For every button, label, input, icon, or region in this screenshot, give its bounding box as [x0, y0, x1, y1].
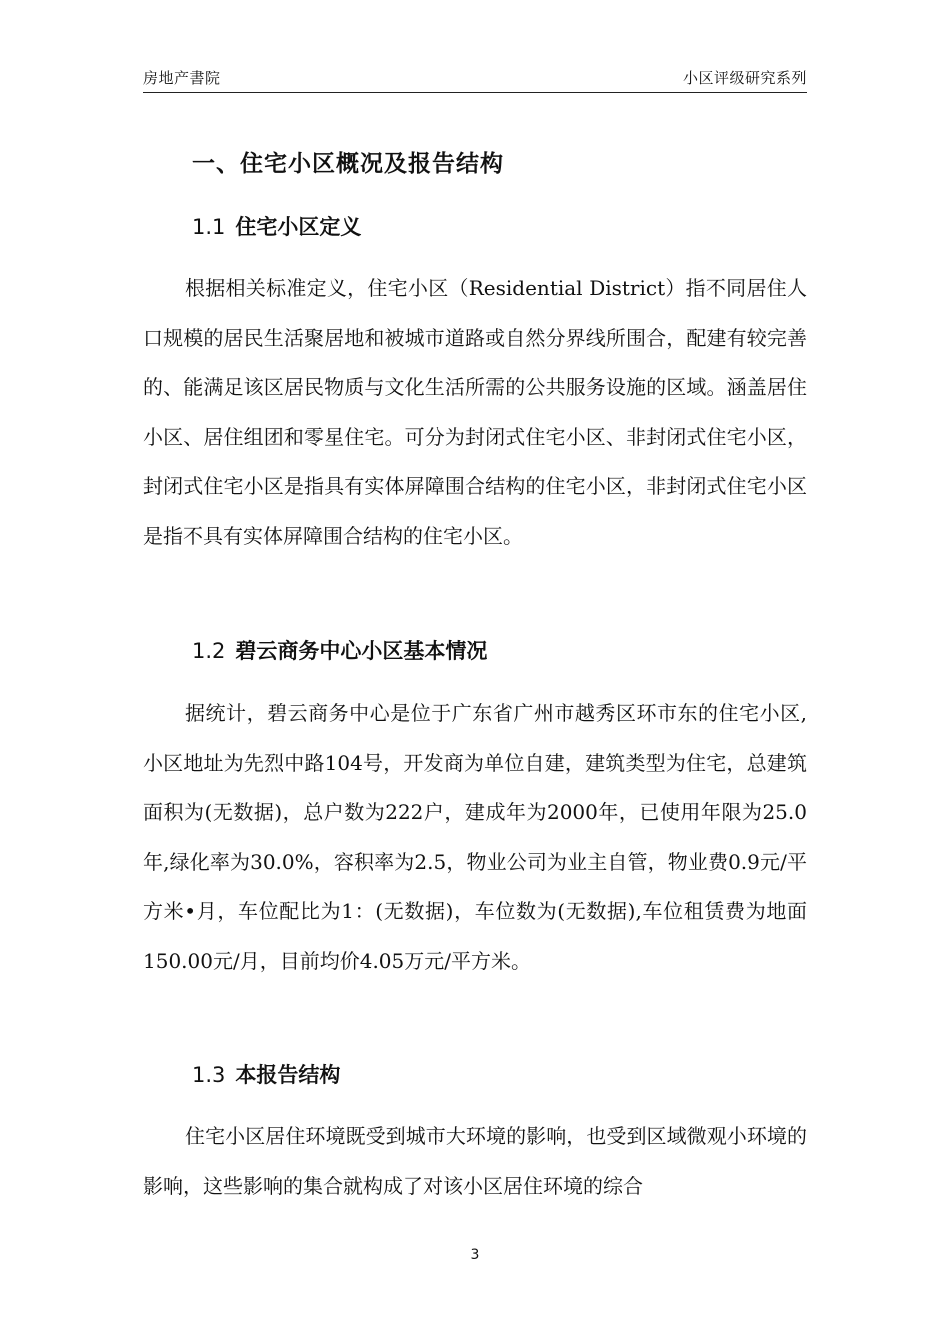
chapter-title: 一、住宅小区概况及报告结构: [192, 151, 504, 177]
section-title-text: 碧云商务中心小区基本情况: [235, 639, 488, 663]
page-number: 3: [470, 1247, 480, 1263]
header-publisher: 房地产書院: [143, 69, 221, 87]
section-number: 1.3: [192, 1063, 226, 1087]
section-title-text: 住宅小区定义: [235, 215, 362, 239]
section-heading-1-1: [192, 211, 361, 241]
section-paragraph: 据统计，碧云商务中心是位于广东省广州市越秀区环市东的住宅小区,小区地址为先烈中路104号，开发商为单位自建，建筑类型为住宅，总建筑面积为(无数据)，总户数为222户，建成年为2000年，已使用年限为25.0年,绿化率为30.0%，容积率为2.5，物业公司为业主自管，物业费0.9元/平方米•月，车位配比为1：(无数据)，车位数为(无数据),车位租赁费为地面150.00元/月，目前均价4.05万元/平方米。: [143, 701, 807, 973]
section-title-text: 本报告结构: [235, 1063, 341, 1087]
section-number: 1.1: [192, 215, 226, 239]
section-paragraph: 住宅小区居住环境既受到城市大环境的影响，也受到区域微观小环境的影响，这些影响的集合就构成了对该小区居住环境的综合: [143, 1124, 807, 1198]
section-heading-1-2: [192, 635, 487, 665]
header-series-title: 小区评级研究系列: [682, 69, 807, 87]
section-paragraph: 根据相关标准定义，住宅小区（Residential District）指不同居住人口规模的居民生活聚居地和被城市道路或自然分界线所围合，配建有较完善的、能满足该区居民物质与文化生活所需的公共服务设施的区域。涵盖居住小区、居住组团和零星住宅。可分为封闭式住宅小区、非封闭式住宅小区，封闭式住宅小区是指具有实体屏障围合结构的住宅小区，非封闭式住宅小区是指不具有实体屏障围合结构的住宅小区。: [143, 276, 807, 548]
section-number: 1.2: [192, 639, 226, 663]
page-header: [143, 64, 807, 93]
section-heading-1-3: [192, 1059, 340, 1089]
